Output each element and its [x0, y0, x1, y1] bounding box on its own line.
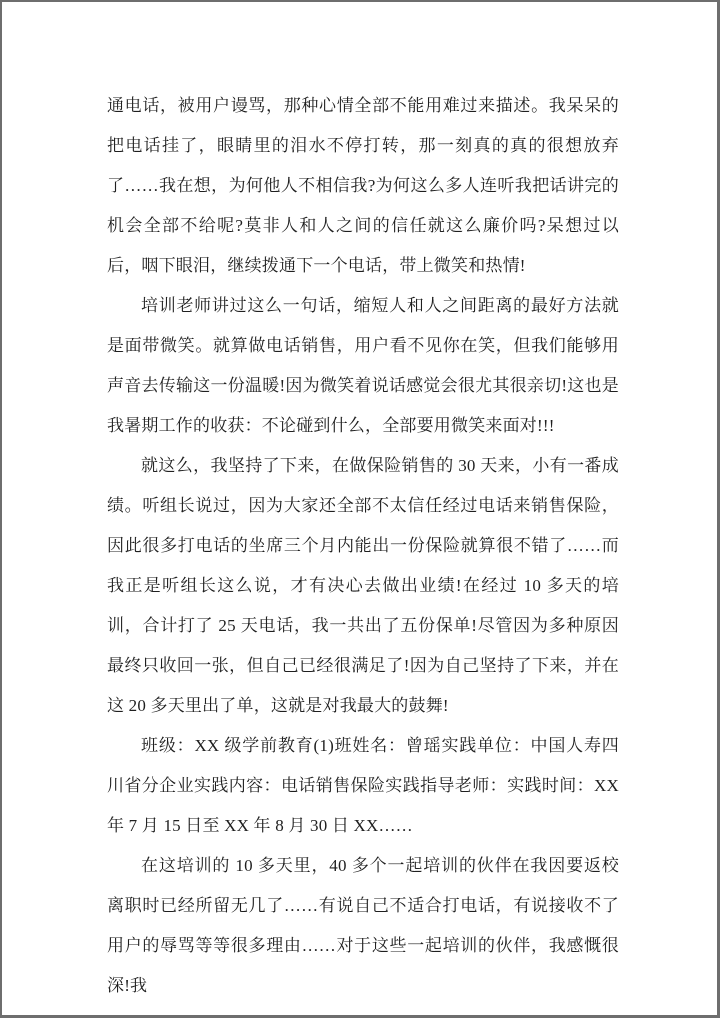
paragraph-persistence-results: 就这么，我坚持了下来，在做保险销售的 30 天来，小有一番成绩。听组长说过，因为大家还全部不太信任经过电话来销售保险，因此很多打电话的坐席三个月内能出一份保险就算很不错了……而我正是听组长这么说，才有决心去做出业绩!在经过 10 多天的培训，合计打了 25 天电话，我一共出了五份保单!尽管因为多种原因最终只收回一张，但自己已经很满足了!因为自己坚持了下来，并在这 20 多天里出了单，这就是对我最大的鼓舞!: [107, 456, 619, 715]
paragraph-training-partners: 在这培训的 10 多天里，40 多个一起培训的伙伴在我因要返校离职时已经所留无几了……有说自己不适合打电话，有说接收不了用户的辱骂等等很多理由……对于这些一起培训的伙伴，我感慨很深!我: [107, 856, 619, 995]
paragraph-class-info: 班级：XX 级学前教育(1)班姓名：曾瑶实践单位：中国人寿四川省分企业实践内容：电话销售保险实践指导老师：实践时间：XX 年 7 月 15 日至 XX 年 8 月 30 日 XX……: [107, 736, 619, 835]
paragraph-training-teacher-quote: 培训老师讲过这么一句话，缩短人和人之间距离的最好方法就是面带微笑。就算做电话销售，用户看不见你在笑，但我们能够用声音去传输这一份温暖!因为微笑着说话感觉会很尤其很亲切!这也是我暑期工作的收获：不论碰到什么，全部要用微笑来面对!!!: [107, 296, 619, 435]
paragraph-continuation: 通电话，被用户谩骂，那种心情全部不能用难过来描述。我呆呆的把电话挂了，眼睛里的泪水不停打转，那一刻真的真的很想放弃了……我在想，为何他人不相信我?为何这么多人连听我把话讲完的机会全部不给呢?莫非人和人之间的信任就这么廉价吗?呆想过以后，咽下眼泪，继续拨通下一个电话，带上微笑和热情!: [107, 96, 619, 275]
document-text-block: [2, 2, 717, 1006]
